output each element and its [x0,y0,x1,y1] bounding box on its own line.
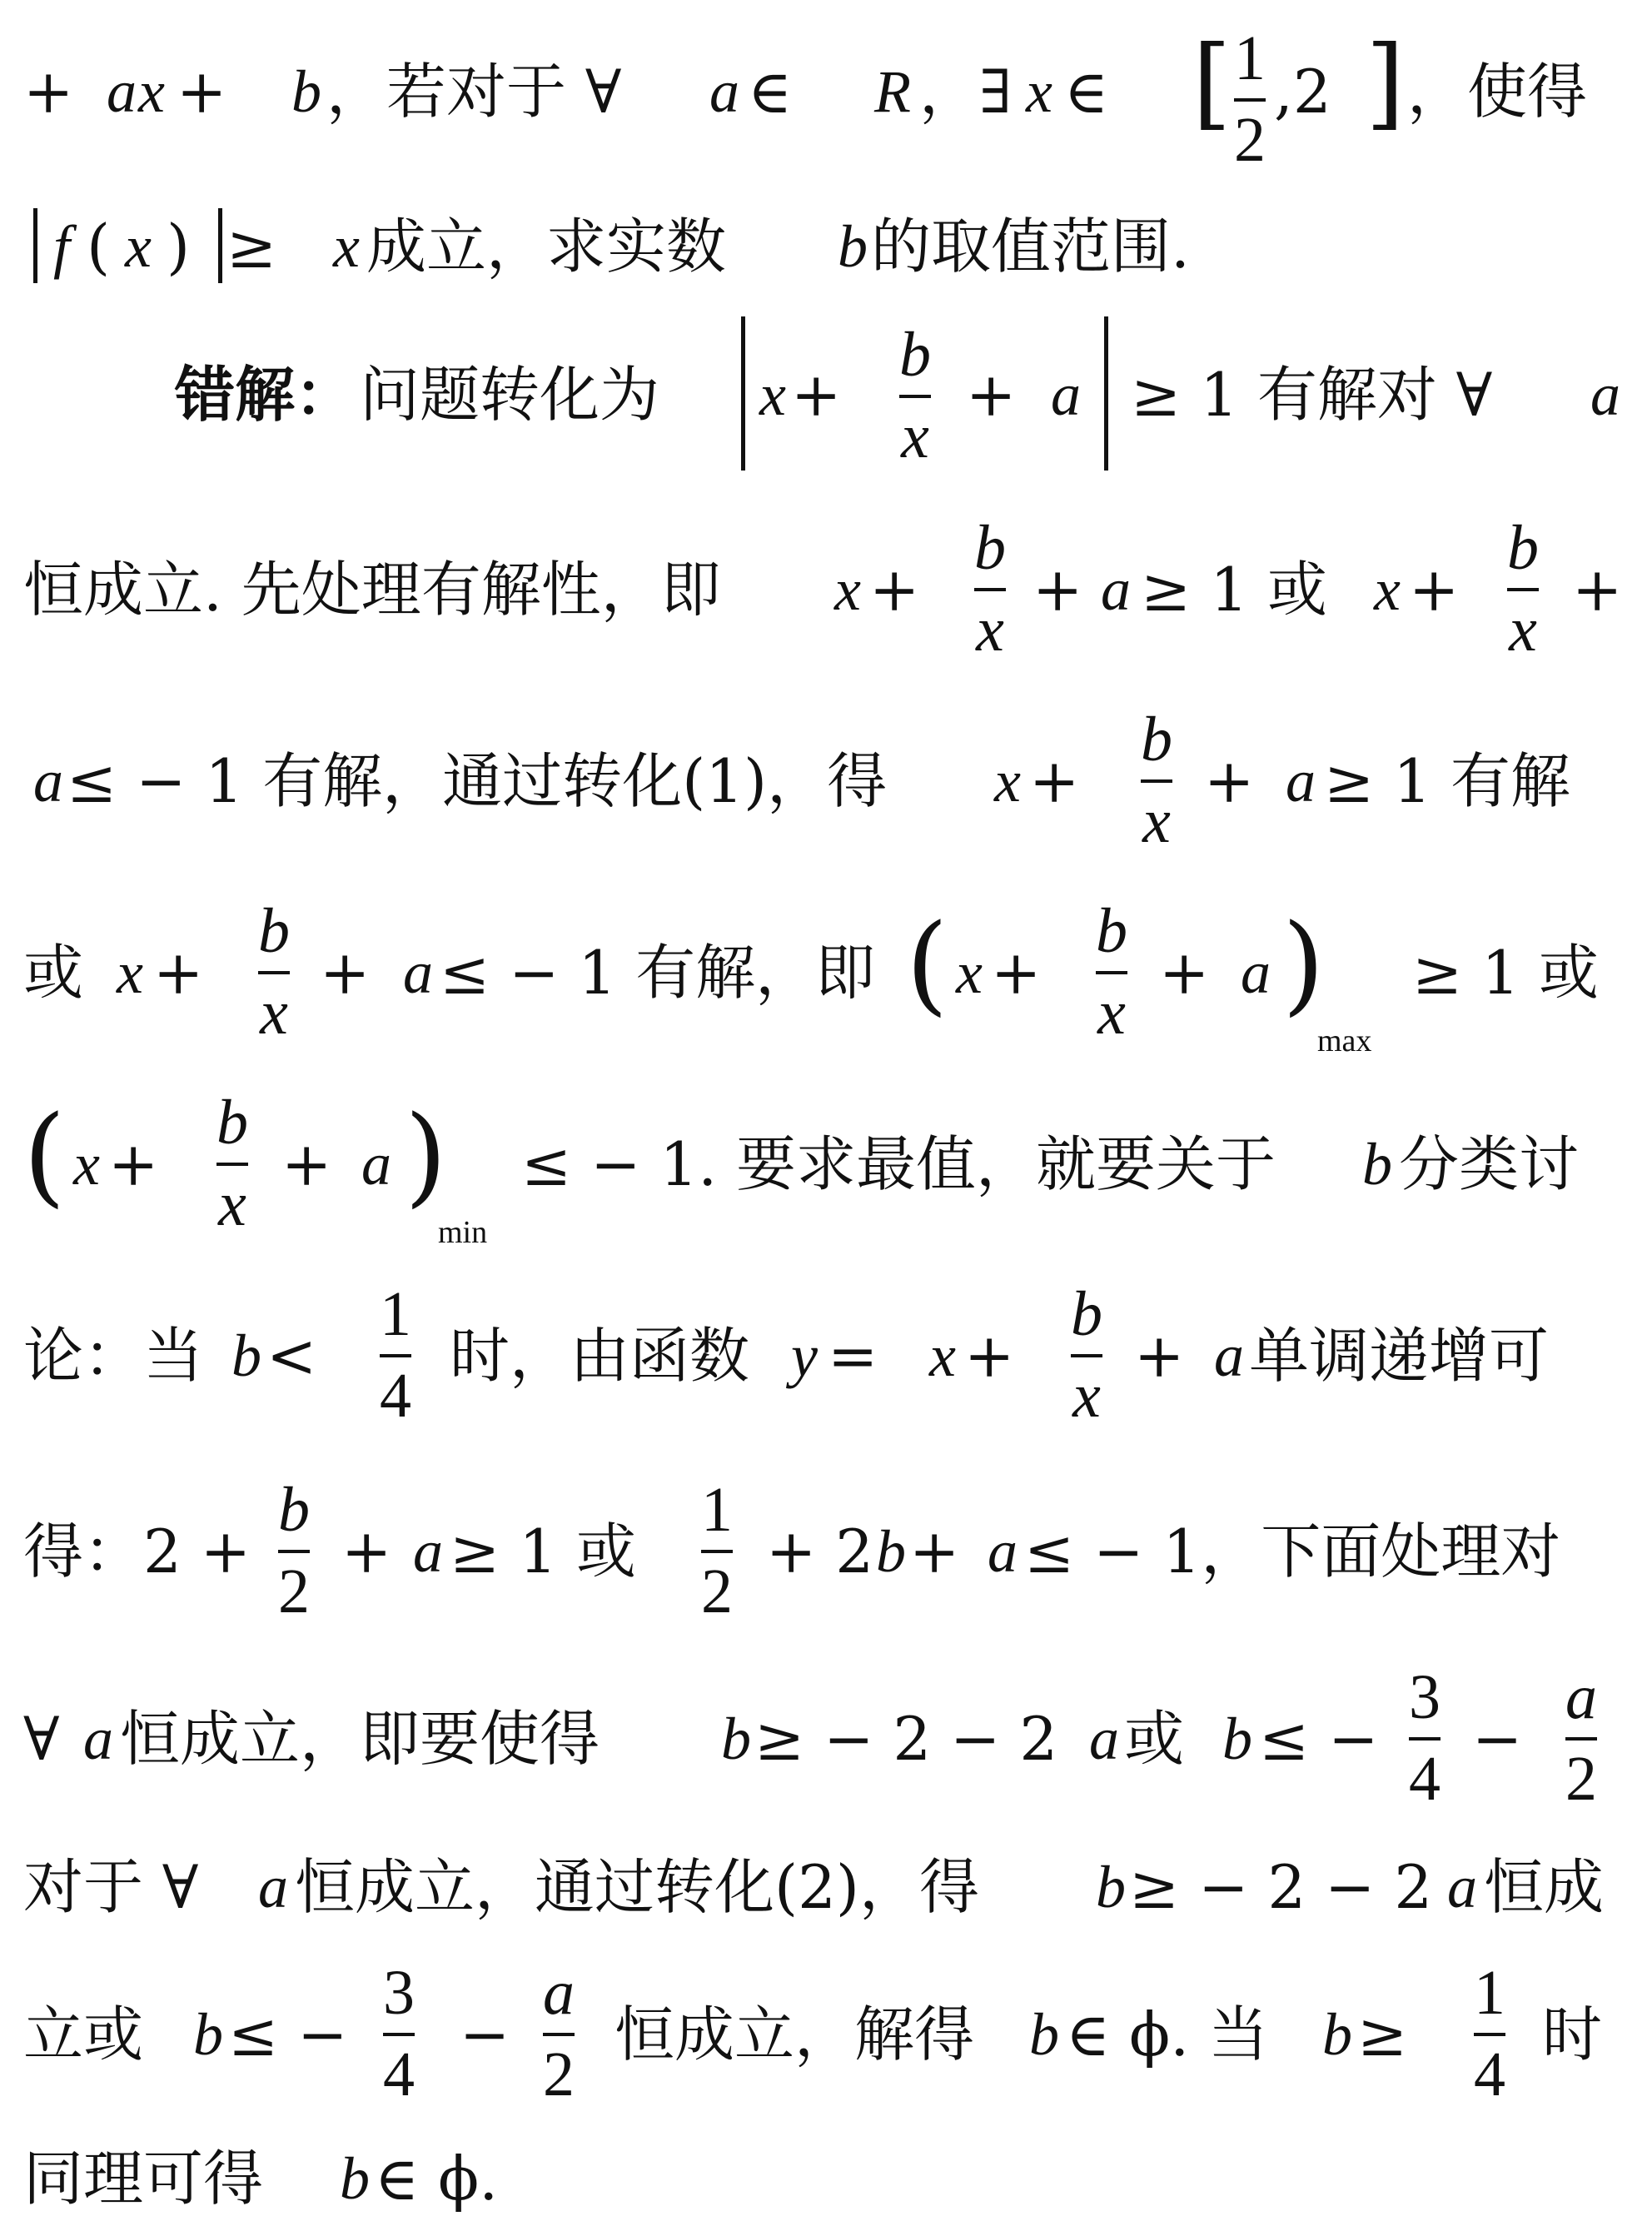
math-variable: a [413,1518,443,1585]
fraction-bar [543,2033,575,2036]
text-line-4 [0,513,1652,665]
abs-bar-left [741,316,745,471]
numerator: 3 [383,1958,415,2028]
text-segment: + [991,938,1042,1008]
text-segment: + [964,1321,1015,1391]
math-variable: x [125,213,152,280]
left-bracket: [ [1192,25,1232,141]
numerator: 1 [701,1475,733,1545]
text-segment: 恒成立，通过转化(2)，得 [295,1852,979,1922]
fraction [1565,1662,1597,1814]
text-segment: − [460,1999,510,2069]
fraction-bar [1096,971,1127,974]
text-segment: + 2 [766,1516,874,1586]
fraction [1507,513,1539,665]
math-variable: x [138,58,165,125]
text-segment: ≤ − 1 有解，通过转化(1)，得 [67,746,888,816]
text-segment: ∈ ϕ. [375,2144,499,2214]
math-variable: a [988,1518,1018,1585]
math-variable: b [340,2145,370,2212]
text-segment: + [23,57,74,127]
numerator: b [899,320,931,390]
text-segment: = [828,1321,878,1391]
fraction [1234,23,1266,175]
text-segment: + [1204,746,1255,816]
denominator: x [1097,978,1126,1048]
text-line-9 [0,1475,1652,1626]
text-segment: ≤ − 1，下面处理对 [1024,1516,1561,1586]
math-variable: b [193,2001,223,2068]
math-variable: b [1096,1854,1126,1920]
fraction [216,1088,248,1239]
text-line-1 [0,23,1652,175]
numerator: 1 [1234,23,1266,93]
text-segment: ，使得 [1407,57,1588,127]
math-variable: a [709,58,739,125]
math-variable: a [1089,1706,1119,1772]
text-segment: ∈ [748,57,793,127]
fraction [701,1475,733,1626]
text-line-2 [0,208,1652,291]
fraction-bar [258,971,290,974]
denominator: 4 [1409,1744,1441,1814]
text-line-7 [0,1088,1652,1250]
text-segment: 或 [23,938,84,1008]
abs-bar-right [1104,316,1108,471]
math-variable: a [361,1131,391,1198]
math-variable: x [929,1322,956,1389]
denominator: x [1142,786,1171,856]
math-variable: b [1362,1131,1392,1198]
math-variable: b [231,1322,261,1389]
fraction-bar [383,2033,415,2036]
text-segment: + [1032,555,1083,625]
fraction [258,896,290,1048]
text-segment: ≥ 1 或 [450,1516,636,1586]
fraction [278,1475,310,1626]
text-segment: ≤ − [1259,1704,1379,1774]
fraction [1409,1662,1441,1814]
text-segment: 单调递增可 [1249,1321,1550,1391]
right-bracket: ] [1366,25,1405,141]
denominator: 2 [701,1556,733,1626]
text-segment: ≥ 1 有解对 ∀ [1131,360,1493,430]
fraction-bar [1474,2033,1505,2036]
math-variable: a [1101,556,1131,623]
math-variable: b [838,213,868,280]
denominator: 4 [380,1361,411,1431]
text-segment: + [1572,555,1623,625]
text-line-6 [0,896,1652,1058]
text-segment: 论：当 [23,1321,204,1391]
text-segment: 时 [1542,1999,1603,2069]
math-variable: b [1322,2001,1352,2068]
math-variable: b [721,1706,751,1772]
right-paren: ) [405,1092,447,1218]
text-segment: 恒成立. 先处理有解性，即 [23,555,721,625]
fraction-bar [701,1550,733,1553]
numerator: 1 [380,1279,411,1349]
fraction-bar [1409,1737,1441,1740]
fraction [543,1958,575,2109]
math-variable: a [107,58,137,125]
fraction-bar [380,1354,411,1357]
numerator: b [1507,513,1539,583]
text-segment: ≥ 1 或 [1141,555,1327,625]
text-segment: ( [87,212,111,281]
denominator: 4 [383,2039,415,2109]
text-segment: ∈ [1064,57,1109,127]
numerator: b [258,896,290,966]
text-segment: < [266,1321,317,1391]
denominator: x [976,595,1004,665]
denominator: 4 [1474,2039,1505,2109]
text-segment: + [869,555,920,625]
math-variable: x [994,748,1021,814]
text-segment: 立或 [23,1999,144,2069]
abs-bar-left [33,208,37,283]
denominator: 2 [543,2039,575,2109]
text-segment: ≤ − 1. 要求最值，就要关于 [521,1129,1276,1199]
fraction-bar [278,1550,310,1553]
text-line-11 [0,1840,1652,1932]
math-variable: x [73,1131,100,1198]
text-line-13 [0,2132,1652,2224]
math-variable: a [403,939,433,1006]
fraction [380,1279,411,1431]
text-segment: ≥ [226,212,277,281]
math-variable: R [874,58,911,125]
text-segment: ∀ [23,1704,60,1774]
denominator: x [260,978,288,1048]
denominator: x [1072,1361,1101,1431]
denominator: 2 [1565,1744,1597,1814]
text-segment: ≤ − [228,1999,348,2069]
text-segment: 或 [1124,1704,1185,1774]
subscript-min: min [438,1215,488,1250]
text-segment: 恒成立，解得 [615,1999,975,2069]
text-segment: ≤ − 1 有解，即 [440,938,876,1008]
denominator: x [218,1169,246,1239]
left-paren: ( [906,900,948,1027]
text-segment: 得：2 + [23,1516,251,1586]
math-variable: a [1447,1854,1477,1920]
fraction [1141,705,1172,856]
text-segment: ，∃ [919,57,1013,127]
text-segment: 问题转化为 [360,360,660,430]
text-segment: + [341,1516,392,1586]
text-line-5 [0,705,1652,856]
text-segment: 的取值范围. [871,212,1190,281]
text-segment: ≥ − 2 − 2 [754,1704,1058,1774]
fraction-bar [1565,1737,1597,1740]
text-segment: + [281,1129,332,1199]
text-segment: 恒成立，即要使得 [120,1704,600,1774]
text-segment: 分类讨 [1399,1129,1580,1199]
text-segment: 恒成 [1484,1852,1605,1922]
fraction-bar [1507,588,1539,591]
wrong-solution-label: 错解： [175,360,356,430]
math-variable: x [1374,556,1401,623]
abs-bar-right [218,208,222,283]
numerator: a [543,1958,575,2028]
fraction-bar [974,588,1006,591]
text-segment: ≥ 1 有解 [1324,746,1570,816]
numerator: 3 [1409,1662,1441,1732]
text-segment: − [1472,1704,1523,1774]
fraction-bar [1234,98,1266,102]
math-variable: b [1222,1706,1252,1772]
right-paren: ) [1282,900,1325,1027]
fraction [1071,1279,1102,1431]
denominator: x [901,401,929,471]
math-variable: x [1026,58,1052,125]
numerator: b [278,1475,310,1545]
text-segment: ≥ [1357,1999,1408,2069]
text-segment: 对于 ∀ [23,1852,199,1922]
text-segment: + [791,360,842,430]
numerator: 1 [1474,1958,1505,2028]
math-variable: a [1214,1322,1244,1389]
fraction [899,320,931,471]
denominator: 2 [278,1556,310,1626]
left-paren: ( [23,1092,66,1218]
text-line-10 [0,1662,1652,1814]
math-variable: a [83,1706,113,1772]
fraction-bar [216,1163,248,1166]
text-segment: + [1159,938,1210,1008]
text-segment: ,2 [1274,57,1331,127]
denominator: 2 [1234,105,1266,175]
fraction-bar [899,395,931,398]
math-variable: b [291,58,321,125]
math-variable: x [117,939,143,1006]
text-segment: ∈ ϕ. 当 [1066,1999,1269,2069]
math-variable: a [1286,748,1316,814]
text-line-12 [0,1958,1652,2109]
math-variable: x [333,213,360,280]
text-segment: + [1409,555,1460,625]
numerator: a [1565,1662,1597,1732]
math-variable: x [956,939,983,1006]
fraction-bar [1071,1354,1102,1357]
text-segment: + [108,1129,159,1199]
math-variable: x [759,361,786,428]
numerator: b [216,1088,248,1158]
numerator: b [974,513,1006,583]
text-segment: + [153,938,204,1008]
text-line-8 [0,1279,1652,1431]
text-segment: + [966,360,1017,430]
math-variable: b [876,1518,906,1585]
text-segment: ) [167,212,191,281]
fraction [383,1958,415,2109]
text-segment: 同理可得 [23,2144,264,2214]
text-segment: + [909,1516,960,1586]
text-segment: ，若对于 ∀ [326,57,622,127]
math-variable: a [1590,361,1620,428]
text-segment: + [177,57,227,127]
math-variable: a [33,748,63,814]
fraction [1474,1958,1505,2109]
numerator: b [1096,896,1127,966]
math-variable: b [1029,2001,1059,2068]
text-segment: + [1134,1321,1185,1391]
math-variable: a [1241,939,1271,1006]
numerator: b [1141,705,1172,774]
fraction-bar [1141,779,1172,783]
text-segment: 成立，求实数 [366,212,727,281]
text-segment: 时，由函数 [450,1321,750,1391]
text-segment: + [1029,746,1080,816]
fraction [974,513,1006,665]
denominator: x [1509,595,1537,665]
math-variable: x [834,556,861,623]
fraction [1096,896,1127,1048]
text-line-3 [0,316,1652,475]
math-variable: a [258,1854,288,1920]
text-segment: ≥ 1 或 [1412,938,1599,1008]
math-variable: a [1051,361,1081,428]
math-function: f [53,213,71,280]
numerator: b [1071,1279,1102,1349]
subscript-max: max [1317,1023,1372,1058]
math-variable: y [791,1322,818,1389]
text-segment: + [320,938,371,1008]
text-segment: ≥ − 2 − 2 [1129,1852,1433,1922]
